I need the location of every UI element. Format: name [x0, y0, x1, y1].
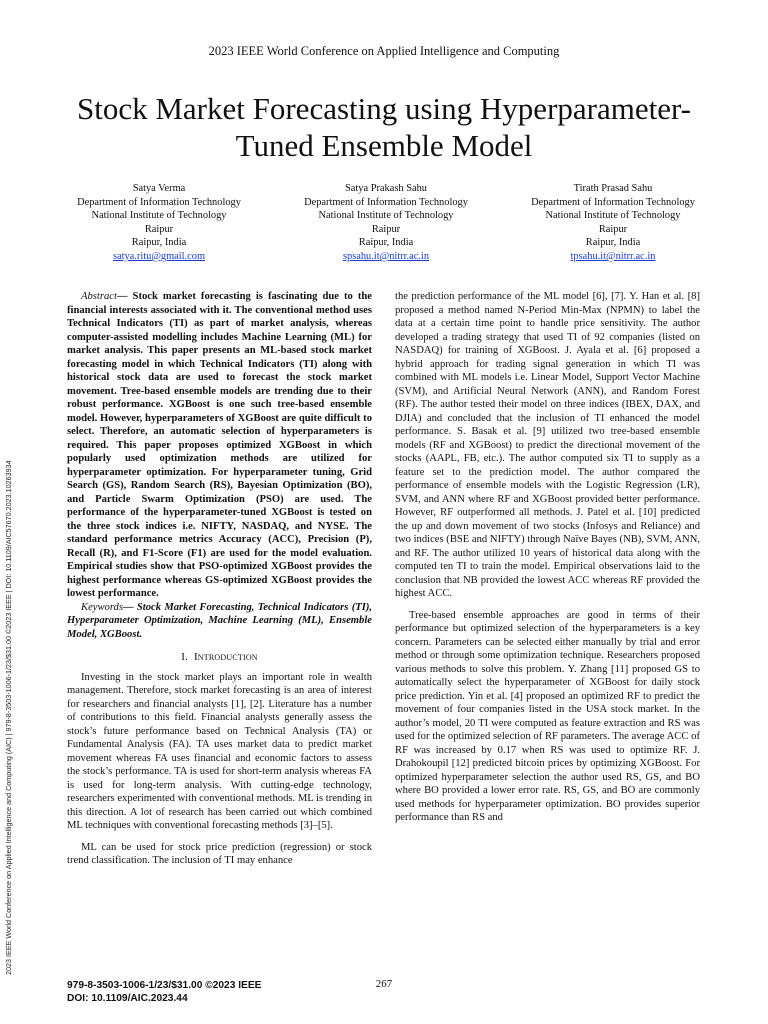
keywords — [67, 601, 372, 642]
section-title: Introduction — [193, 651, 258, 663]
author-name: Satya Prakash Sahu — [345, 183, 427, 194]
author-name: Tirath Prasad Sahu — [573, 183, 653, 194]
author-2 — [273, 182, 499, 264]
author-department: Department of Information Technology — [77, 196, 241, 208]
author-city: Raipur — [144, 223, 174, 235]
right-column — [395, 290, 700, 825]
author-3 — [500, 182, 726, 264]
footer-doi: DOI: 10.1109/AIC.2023.44 — [67, 993, 188, 1004]
abstract-text: — Stock market forecasting is fascinating due to the financial interests associated with it. The conventional method uses Technical Indicators (TI) as part of market analysis, whereas computer-assisted modelling includes Machine Learning (ML) for market analysis. This paper presents an ML-based stock market forecasting model in which Technical Indicators (TI) along with historical stock data are used to forecast the stock market movement. Tree-based ensemble models are trending due to their robust performance. XGBoost is one such tree-based ensemble model. However, hyperparameters of XGBoost are quite difficult to select. Therefore, an automatic selection of hyperparameters is required. This paper proposes optimized XGBoost in which popularly used optimization methods are utilized for hyperparameter optimization. For hyperparameter tuning, Grid Search (GS), Random Search (RS), Bayesian Optimization (BO), and Particle Swarm Optimization (PSO) are used. The performance of the hyperparameter-tuned XGBoost is tested on the three stock indices i.e. NIFTY, NASDAQ, and NYSE. The standard performance metrics Accuracy (ACC), Precision (P), Recall (R), and F1-Score (F1) are used for the model evaluation. Empirical studies show that PSO-optimized XGBoost provides the highest performance whereas GS-optimized XGBoost provides the lowest performance. — [67, 291, 372, 599]
section-number: I. — [181, 651, 189, 663]
author-email-link[interactable]: tpsahu.it@nitrr.ac.in — [570, 250, 656, 262]
author-location: Raipur, India — [585, 237, 641, 249]
keywords-text: — Stock Market Forecasting, Technical Indicators (TI), Hyperparameter Optimization, Machine Learning (ML), Ensemble Model, XGBoost. — [67, 601, 372, 640]
section-heading-introduction — [67, 651, 372, 665]
author-city: Raipur — [598, 223, 628, 235]
paragraph: Investing in the stock market plays an important role in wealth management. Therefore, stock market forecasting is an area of interest for researchers and financial analysts [1], [2]. Literature has a number of contributions to this field. Financial analysts generally assess the stock’s future performance based on Technical Analysis (TA) or Fundamental Analysis (FA). TA uses market data to predict market movement whereas FA uses financial and economic factors to assess the stock’s performance. TA is used for short-term analysis whereas FA is used for long-term analysis. With cutting-edge technology, researchers experimented with conventional methods. ML is trending in this direction. A lot of research has been carried out which combined ML techniques with conventional forecasting methods [3]–[5]. — [67, 671, 372, 831]
paragraph: ML can be used for stock price prediction (regression) or stock trend classification. The inclusion of TI may enhance — [67, 841, 372, 866]
paragraph: the prediction performance of the ML model [6], [7]. Y. Han et al. [8] proposed a method named N-Period Min-Max (NPMN) to label the data at a certain time point to handle price sensitivity. The author developed a trading strategy that used TI of 92 companies (listed on NASDAQ) for training of XGBoost. J. Ayala et al. [6] proposed a hybrid approach for trading signal generation in which TI was combined with ML models i.e. Linear Model, Support Vector Machine (SVM), and Artificial Neural Network (ANN), and Random Forest (RF). The author tested their model on three indices (IBEX, DAX, and DJIA) and concluded that the inclusion of TI enhanced the model performance. S. Basak et al. [9] utilized two tree-based ensemble models (RF and XGBoost) to predict the directional movement of the stocks (AAPL, FB, etc.). The author computed six TI to supply as a feature set to the prediction model. The author compared the performance of ensemble models with the Logistic Regression (LR), SVM, and ANN where RF and XGBoost provided better performance. However, RF outperformed all methods. J. Patel et al. [10] predicted the up and down movement of two stocks (Infosys and Reliance) and two indices (BSE and NIFTY) through Naïve Bayes (NB), SVM, ANN, and RF. The author utilized 10 years of historical data along with the computed ten TI to train the model. Empirical observations laid to the conclusion that NB provided the lowest ACC whereas RF provided the highest ACC. — [395, 291, 700, 599]
abstract-label: Abstract — [81, 291, 117, 302]
conference-header: 2023 IEEE World Conference on Applied Intelligence and Computing — [208, 44, 560, 58]
abstract — [67, 290, 372, 601]
paper-title: Stock Market Forecasting using Hyperparameter-Tuned Ensemble Model — [76, 91, 692, 163]
author-institute: National Institute of Technology — [545, 210, 681, 222]
keywords-label: Keywords — [81, 601, 123, 613]
author-name: Satya Verma — [132, 183, 186, 194]
author-institute: National Institute of Technology — [91, 210, 227, 222]
author-email-link[interactable]: satya.ritu@gmail.com — [112, 250, 206, 262]
author-department: Department of Information Technology — [304, 196, 468, 208]
author-location: Raipur, India — [358, 237, 414, 249]
footer-isbn: 979-8-3503-1006-1/23/$31.00 ©2023 IEEE — [67, 980, 262, 991]
paragraph: Tree-based ensemble approaches are good in terms of their performance but optimized selection of the hyperparameters is a key concern. Parameters can be selected either manually by trial and error method or through some optimization technique. Researchers proposed various methods to solve this problem. Y. Zhang [11] proposed GS to automatically select the hyperparameter of XGBoost for daily stock price prediction. Yin et al. [4] proposed an optimized RF to predict the movement of four companies listed in the USA stock market. In the author’s model, 20 TI were computed as feature extraction and RS was used for the optimized selection of RF parameters. The average ACC of RF was increased by 0.17 when RS was used to optimize RF. J. Drahokoupil [12] predicted bitcoin prices by optimizing XGBoost. For optimized hyperparameter selection the author used RS, GS, and BO where BO provided a lower error rate. RS, GS, and BO are commonly used methods for hyperparameter optimization. BO provides superior performance than RS and — [395, 609, 700, 823]
author-institute: National Institute of Technology — [318, 210, 454, 222]
left-column — [67, 290, 372, 868]
page-number: 267 — [375, 978, 393, 990]
side-citation-strip: 2023 IEEE World Conference on Applied Intelligence and Computing (AIC) | 979-8-3503-1006-1/23/$31.00 ©2023 IEEE | DOI: 10.1109/AIC57670.2023.10263934 — [4, 460, 13, 975]
author-email-link[interactable]: spsahu.it@nitrr.ac.in — [342, 250, 430, 262]
author-city: Raipur — [371, 223, 401, 235]
author-department: Department of Information Technology — [531, 196, 695, 208]
author-location: Raipur, India — [131, 237, 187, 249]
author-block — [46, 182, 726, 264]
author-1 — [46, 182, 272, 264]
